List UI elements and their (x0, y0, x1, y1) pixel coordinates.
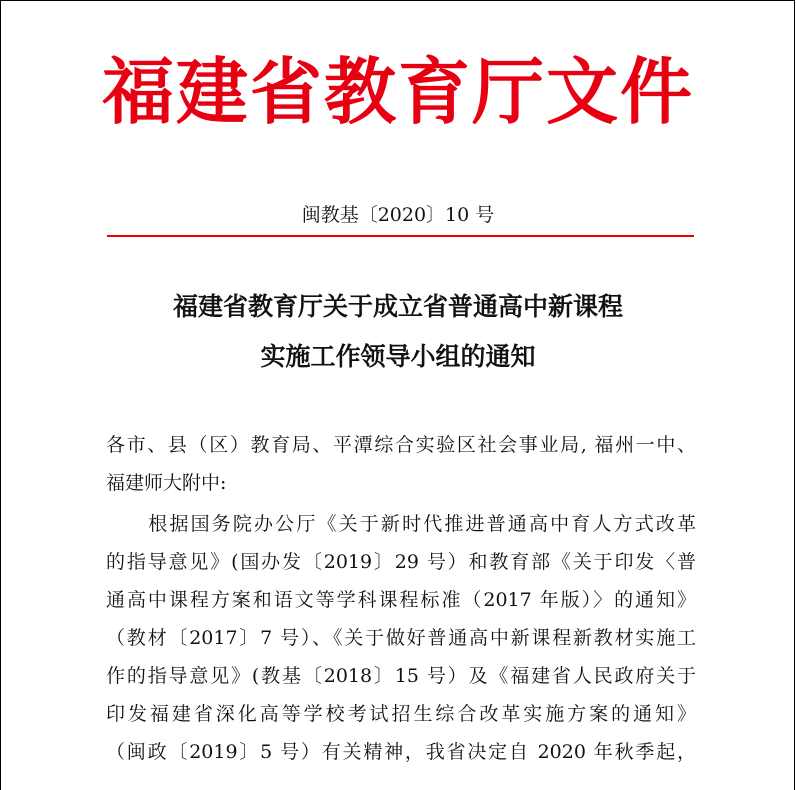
body-line: 通高中课程方案和语文等学科课程标准（2017 年版）〉的通知》 (106, 589, 696, 611)
document-number: 闽教基〔2020〕10 号 (301, 204, 495, 226)
body-line: 的指导意见》(国办发〔2019〕29 号）和教育部《关于印发〈普 (106, 551, 696, 573)
recipients-line-2: 福建师大附中: (106, 472, 227, 494)
body-line: 根据国务院办公厅《关于新时代推进普通高中育人方式改革 (106, 513, 696, 535)
notice-title-line-1: 福建省教育厅关于成立省普通高中新课程 (172, 292, 623, 321)
body-line: 作的指导意见》(教基〔2018〕15 号）及《福建省人民政府关于 (106, 665, 696, 687)
notice-title-line-2: 实施工作领导小组的通知 (260, 342, 536, 371)
document-header-title: 福建省教育厅文件 (101, 49, 694, 134)
recipients (106, 426, 696, 502)
notice-title (0, 282, 796, 382)
body-paragraph (106, 505, 696, 771)
recipients-line-1: 各市、县（区）教育局、平潭综合实验区社会事业局, 福州一中、 (106, 434, 696, 456)
body-line: （教材〔2017〕7 号）、《关于做好普通高中新课程新教材实施工 (106, 627, 696, 649)
body-line: （闽政〔2019〕5 号）有关精神，我省决定自 2020 年秋季起， (106, 741, 696, 763)
body-line: 印发福建省深化高等学校考试招生综合改革实施方案的通知》 (106, 703, 696, 725)
header-red-rule (107, 235, 694, 237)
